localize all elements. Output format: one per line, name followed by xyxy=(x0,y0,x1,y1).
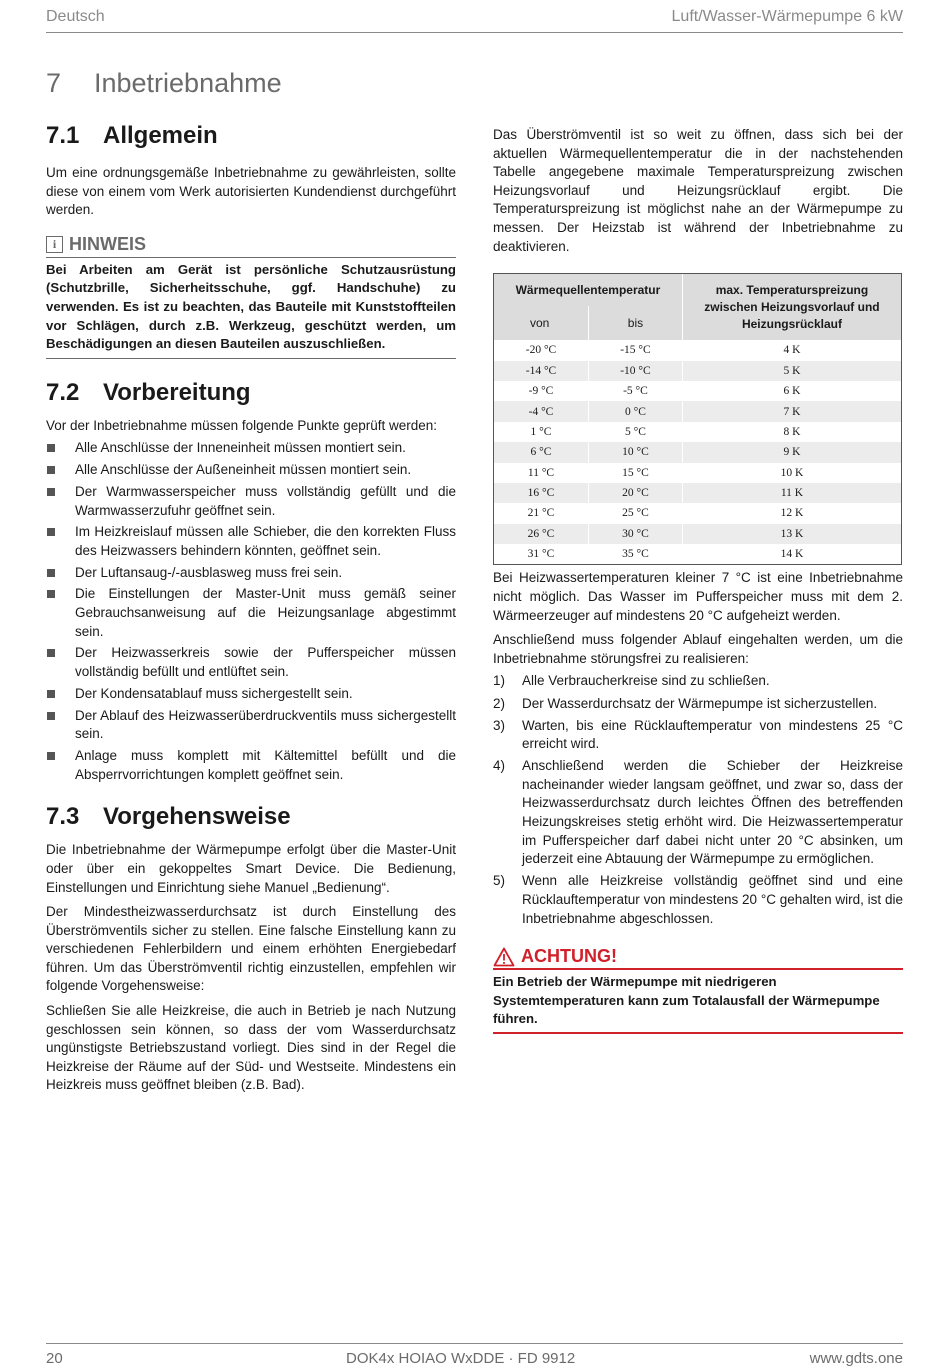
note-box xyxy=(46,234,456,359)
left-column xyxy=(46,122,456,1095)
procedure-steps xyxy=(493,672,903,928)
table-cell-spread: 12 K xyxy=(682,503,901,523)
list-item: Der Warmwasserspeicher muss vollständig gefüllt und die Warmwasserzufuhr geöffnet sein. xyxy=(46,483,456,520)
page-number: 20 xyxy=(46,1350,63,1367)
warning-box xyxy=(493,946,903,1034)
note-title: HINWEIS xyxy=(69,233,147,254)
table-cell-bis: 10 °C xyxy=(588,442,682,462)
list-item: Die Einstellungen der Master-Unit muss gemäß seiner Gebrauchsanweisung auf die Heizungsanlage abgestimmt sein. xyxy=(46,585,456,641)
table-cell-von: 1 °C xyxy=(494,422,588,442)
table-cell-von: -14 °C xyxy=(494,361,588,381)
page-footer xyxy=(46,1343,903,1367)
table-cell-bis: 15 °C xyxy=(588,463,682,483)
table-cell-spread: 7 K xyxy=(682,401,901,421)
section-title: Vorgehensweise xyxy=(103,803,291,831)
header-language: Deutsch xyxy=(46,8,105,25)
table-row xyxy=(494,401,901,421)
step-text: Warten, bis eine Rücklauftemperatur von mindestens 25 °C erreicht wird. xyxy=(522,717,903,752)
table-cell-spread: 4 K xyxy=(682,340,901,360)
table-cell-von: 31 °C xyxy=(494,544,588,564)
step-text: Alle Verbraucherkreise sind zu schließen. xyxy=(522,673,770,689)
table-cell-bis: 0 °C xyxy=(588,401,682,421)
section-7-3-paragraph-3: Schließen Sie alle Heizkreise, die auch in Betrieb je nach Nutzung geschlossen sein können, so dass der vom Wasserdurchsatz ungünstigste Betriebszustand vorliegt. Dies sind in der Regel die Heizkreise der Räume auf der Süd- und Westseite. Mindestens ein Heizkreis muss geöffnet bleiben (z.B. Bad). xyxy=(46,1003,456,1093)
table-cell-bis: 30 °C xyxy=(588,524,682,544)
table-cell-bis: 35 °C xyxy=(588,544,682,564)
note-body: Bei Arbeiten am Gerät ist persönliche Schutzausrüstung (Schutzbrille, Sicherheitsschuhe, ggf. Handschuhe) zu verwenden. Es ist zu beachten, das Bauteile mit Kunststoffteilen vor Schlägen, durch z.B. Werkzeug, geschützt werden, um Beschädigungen an diesen Bauteilen auszuschließen. xyxy=(46,258,456,359)
note-header xyxy=(46,234,456,258)
section-7-2-intro: Vor der Inbetriebnahme müssen folgende Punkte geprüft werden: xyxy=(46,417,437,433)
table-cell-von: -20 °C xyxy=(494,340,588,360)
list-item xyxy=(493,672,903,691)
section-title: Vorbereitung xyxy=(103,378,251,406)
step-number: 4) xyxy=(493,758,506,774)
table-cell-von: 11 °C xyxy=(494,463,588,483)
table-row xyxy=(494,381,901,401)
table-header-source-temp: Wärmequellentemperatur xyxy=(494,274,682,306)
section-number: 7.2 xyxy=(46,378,80,406)
list-item: Der Heizwasserkreis sowie der Pufferspeicher müssen vollständig befüllt und entlüftet sein. xyxy=(46,644,456,681)
right-paragraph-3: Anschließend muss folgender Ablauf eingehalten werden, um die Inbetriebnahme störungsfrei zu realisieren: xyxy=(493,632,903,666)
table-row xyxy=(494,361,901,381)
right-column xyxy=(493,126,903,1034)
table-row xyxy=(494,503,901,523)
table-cell-spread: 9 K xyxy=(682,442,901,462)
warning-header xyxy=(493,946,903,970)
table-cell-spread: 6 K xyxy=(682,381,901,401)
table-cell-bis: 25 °C xyxy=(588,503,682,523)
section-number: 7.1 xyxy=(46,122,80,149)
table-row xyxy=(494,463,901,483)
table-cell-bis: 5 °C xyxy=(588,422,682,442)
table-cell-von: 6 °C xyxy=(494,442,588,462)
list-item xyxy=(493,717,903,754)
chapter-number: 7 xyxy=(46,68,62,98)
step-text: Anschließend werden die Schieber der Heizkreise nacheinander wieder langsam geöffnet, und zwar so, dass der Heizwasserdurchsatz durch leichtes Öffnen des betreffenden Heizungskreises stetig erhöht wird. Die Heizwassertemperatur im Pufferspeicher darf dabei nicht unter 20 °C absinken, um jederzeit eine Abtauung der Wärmepumpe zu ermöglichen. xyxy=(522,758,903,867)
info-icon: i xyxy=(46,236,63,253)
table-header-max-spread: max. Temperaturspreizung zwischen Heizungsvorlauf und Heizungsrücklauf xyxy=(682,274,901,340)
list-item: Der Luftansaug-/-ausblasweg muss frei sein. xyxy=(46,564,456,583)
section-title: Allgemein xyxy=(103,122,218,149)
table-cell-spread: 14 K xyxy=(682,544,901,564)
table-row xyxy=(494,422,901,442)
table-row xyxy=(494,442,901,462)
list-item: Der Ablauf des Heizwasserüberdruckventils muss sichergestellt sein. xyxy=(46,707,456,744)
section-7-1-heading xyxy=(46,122,456,150)
table-body xyxy=(494,340,901,564)
section-7-3-paragraph-1: Die Inbetriebnahme der Wärmepumpe erfolgt über die Master-Unit oder über ein gekoppeltes Smart Device. Die Bedienung, Einstellungen und Einrichtung siehe Manuel „Bedienung“. xyxy=(46,842,456,895)
table-row xyxy=(494,483,901,503)
table-cell-von: 21 °C xyxy=(494,503,588,523)
section-7-1-paragraph: Um eine ordnungsgemäße Inbetriebnahme zu gewährleisten, sollte diese von einem vom Werk autorisierten Kundendienst durchgeführt werden. xyxy=(46,165,456,218)
step-text: Wenn alle Heizkreise vollständig geöffnet sind und eine Rücklauftemperatur von mindestens 20 °C gehalten wird, ist die Inbetriebnahme abgeschlossen. xyxy=(522,873,903,926)
table-cell-bis: -15 °C xyxy=(588,340,682,360)
step-number: 5) xyxy=(493,873,506,889)
section-7-2-heading xyxy=(46,379,456,407)
chapter-heading xyxy=(46,68,282,99)
table-cell-spread: 10 K xyxy=(682,463,901,483)
table-cell-spread: 5 K xyxy=(682,361,901,381)
table-cell-bis: -5 °C xyxy=(588,381,682,401)
table-cell-bis: 20 °C xyxy=(588,483,682,503)
step-text: Der Wasserdurchsatz der Wärmepumpe ist sicherzustellen. xyxy=(522,695,878,711)
warning-title: ACHTUNG! xyxy=(521,946,617,967)
table-cell-spread: 11 K xyxy=(682,483,901,503)
warning-triangle-icon xyxy=(493,947,515,967)
table-cell-spread: 8 K xyxy=(682,422,901,442)
temperature-spread-table xyxy=(494,274,901,564)
list-item xyxy=(493,872,903,928)
table-cell-bis: -10 °C xyxy=(588,361,682,381)
chapter-title: Inbetriebnahme xyxy=(94,68,282,98)
website: www.gdts.one xyxy=(809,1350,903,1367)
table-cell-von: -9 °C xyxy=(494,381,588,401)
warning-body: Ein Betrieb der Wärmepumpe mit niedrigeren Systemtemperaturen kann zum Totalausfall der Wärmepumpe führen. xyxy=(493,970,903,1034)
table-cell-von: -4 °C xyxy=(494,401,588,421)
list-item: Anlage muss komplett mit Kältemittel befüllt und die Absperrvorrichtungen komplett geöffnet sein. xyxy=(46,747,456,784)
page-header xyxy=(46,6,903,33)
checklist xyxy=(46,439,456,784)
table-cell-von: 16 °C xyxy=(494,483,588,503)
table-header-von: von xyxy=(494,306,588,340)
list-item xyxy=(493,695,903,714)
table-row xyxy=(494,340,901,360)
table-cell-spread: 13 K xyxy=(682,524,901,544)
table-cell-von: 26 °C xyxy=(494,524,588,544)
section-number: 7.3 xyxy=(46,803,80,831)
list-item xyxy=(493,757,903,869)
table-row xyxy=(494,544,901,564)
section-7-3-paragraph-2: Der Mindestheizwasserdurchsatz ist durch Einstellung des Überströmventils sicher zu stellen. Eine falsche Einstellung kann zu verschiedenen Fehlerbildern und einem erhöhten Energiebedarf führen. Um das Überströmventil richtig einzustellen, empfehlen wir folgende Vorgehensweise: xyxy=(46,904,456,994)
right-intro-paragraph: Das Überströmventil ist so weit zu öffnen, dass sich bei der aktuellen Wärmequellentemperatur die in der nachstehenden Tabelle angegebene maximale Temperaturspreizung zwischen Heizungsvorlauf und Heizungsrücklauf ergibt. Die Temperaturspreizung ist möglichst nahe an der Wärmepumpe zu messen. Der Heizstab ist während der Inbetriebnahme zu deaktivieren. xyxy=(493,127,903,254)
list-item: Im Heizkreislauf müssen alle Schieber, die den korrekten Fluss des Heizwassers behindern könnten, geöffnet sein. xyxy=(46,523,456,560)
step-number: 3) xyxy=(493,717,506,733)
header-product: Luft/Wasser-Wärmepumpe 6 kW xyxy=(671,8,903,25)
section-7-3-heading xyxy=(46,803,456,831)
step-number: 1) xyxy=(493,673,506,689)
spread-table-box xyxy=(493,273,902,565)
document-id: DOK4x HOIAO WxDDE · FD 9912 xyxy=(346,1350,576,1367)
list-item: Alle Anschlüsse der Inneneinheit müssen montiert sein. xyxy=(46,439,456,458)
step-number: 2) xyxy=(493,695,506,711)
table-header-bis: bis xyxy=(588,306,682,340)
list-item: Der Kondensatablauf muss sichergestellt sein. xyxy=(46,685,456,704)
right-paragraph-2: Bei Heizwassertemperaturen kleiner 7 °C ist eine Inbetriebnahme nicht möglich. Das Wasser im Pufferspeicher muss mit dem 2. Wärmeerzeuger auf mindestens 20 °C aufgeheizt werden. xyxy=(493,570,903,623)
list-item: Alle Anschlüsse der Außeneinheit müssen montiert sein. xyxy=(46,461,456,480)
table-row xyxy=(494,524,901,544)
